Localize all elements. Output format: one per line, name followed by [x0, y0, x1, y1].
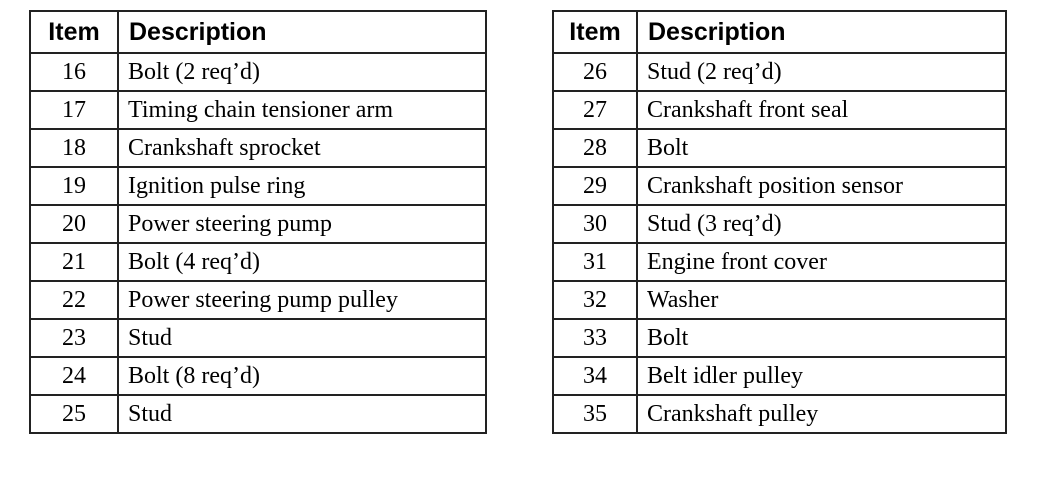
item-number: 27 — [553, 91, 637, 129]
parts-table-left — [29, 10, 487, 434]
item-description: Bolt (2 req’d) — [118, 53, 486, 91]
item-number: 26 — [553, 53, 637, 91]
item-number: 35 — [553, 395, 637, 433]
item-number: 23 — [30, 319, 118, 357]
item-description: Crankshaft pulley — [637, 395, 1006, 433]
table-row — [553, 91, 1006, 129]
table-row — [553, 129, 1006, 167]
item-number: 30 — [553, 205, 637, 243]
item-description: Bolt (4 req’d) — [118, 243, 486, 281]
item-number: 22 — [30, 281, 118, 319]
table-row — [553, 205, 1006, 243]
item-number: 29 — [553, 167, 637, 205]
table-row — [30, 281, 486, 319]
item-number: 24 — [30, 357, 118, 395]
item-description: Stud — [118, 319, 486, 357]
table-row — [30, 129, 486, 167]
item-number: 20 — [30, 205, 118, 243]
table-row — [30, 91, 486, 129]
table-header-row — [30, 11, 486, 53]
table-header-row — [553, 11, 1006, 53]
item-number: 19 — [30, 167, 118, 205]
table-row — [553, 167, 1006, 205]
table-row — [30, 395, 486, 433]
table-row — [553, 357, 1006, 395]
table-row — [553, 319, 1006, 357]
table-row — [30, 167, 486, 205]
table-row — [30, 319, 486, 357]
description-column-header: Description — [637, 11, 1006, 53]
item-number: 31 — [553, 243, 637, 281]
item-number: 21 — [30, 243, 118, 281]
item-number: 18 — [30, 129, 118, 167]
item-description: Stud — [118, 395, 486, 433]
item-number: 28 — [553, 129, 637, 167]
item-description: Washer — [637, 281, 1006, 319]
table-row — [553, 395, 1006, 433]
item-column-header: Item — [30, 11, 118, 53]
item-description: Power steering pump — [118, 205, 486, 243]
parts-table-right — [552, 10, 1007, 434]
item-number: 25 — [30, 395, 118, 433]
item-description: Bolt — [637, 319, 1006, 357]
description-column-header: Description — [118, 11, 486, 53]
item-description: Belt idler pulley — [637, 357, 1006, 395]
item-number: 34 — [553, 357, 637, 395]
item-number: 17 — [30, 91, 118, 129]
item-description: Crankshaft front seal — [637, 91, 1006, 129]
table-row — [30, 357, 486, 395]
item-description: Ignition pulse ring — [118, 167, 486, 205]
item-description: Engine front cover — [637, 243, 1006, 281]
item-description: Crankshaft position sensor — [637, 167, 1006, 205]
item-description: Stud (2 req’d) — [637, 53, 1006, 91]
table-row — [553, 243, 1006, 281]
item-description: Power steering pump pulley — [118, 281, 486, 319]
item-column-header: Item — [553, 11, 637, 53]
item-number: 16 — [30, 53, 118, 91]
table-row — [553, 281, 1006, 319]
item-number: 33 — [553, 319, 637, 357]
item-description: Stud (3 req’d) — [637, 205, 1006, 243]
item-description: Crankshaft sprocket — [118, 129, 486, 167]
item-description: Timing chain tensioner arm — [118, 91, 486, 129]
table-row — [553, 53, 1006, 91]
item-number: 32 — [553, 281, 637, 319]
item-description: Bolt (8 req’d) — [118, 357, 486, 395]
table-row — [30, 205, 486, 243]
table-row — [30, 53, 486, 91]
item-description: Bolt — [637, 129, 1006, 167]
table-row — [30, 243, 486, 281]
